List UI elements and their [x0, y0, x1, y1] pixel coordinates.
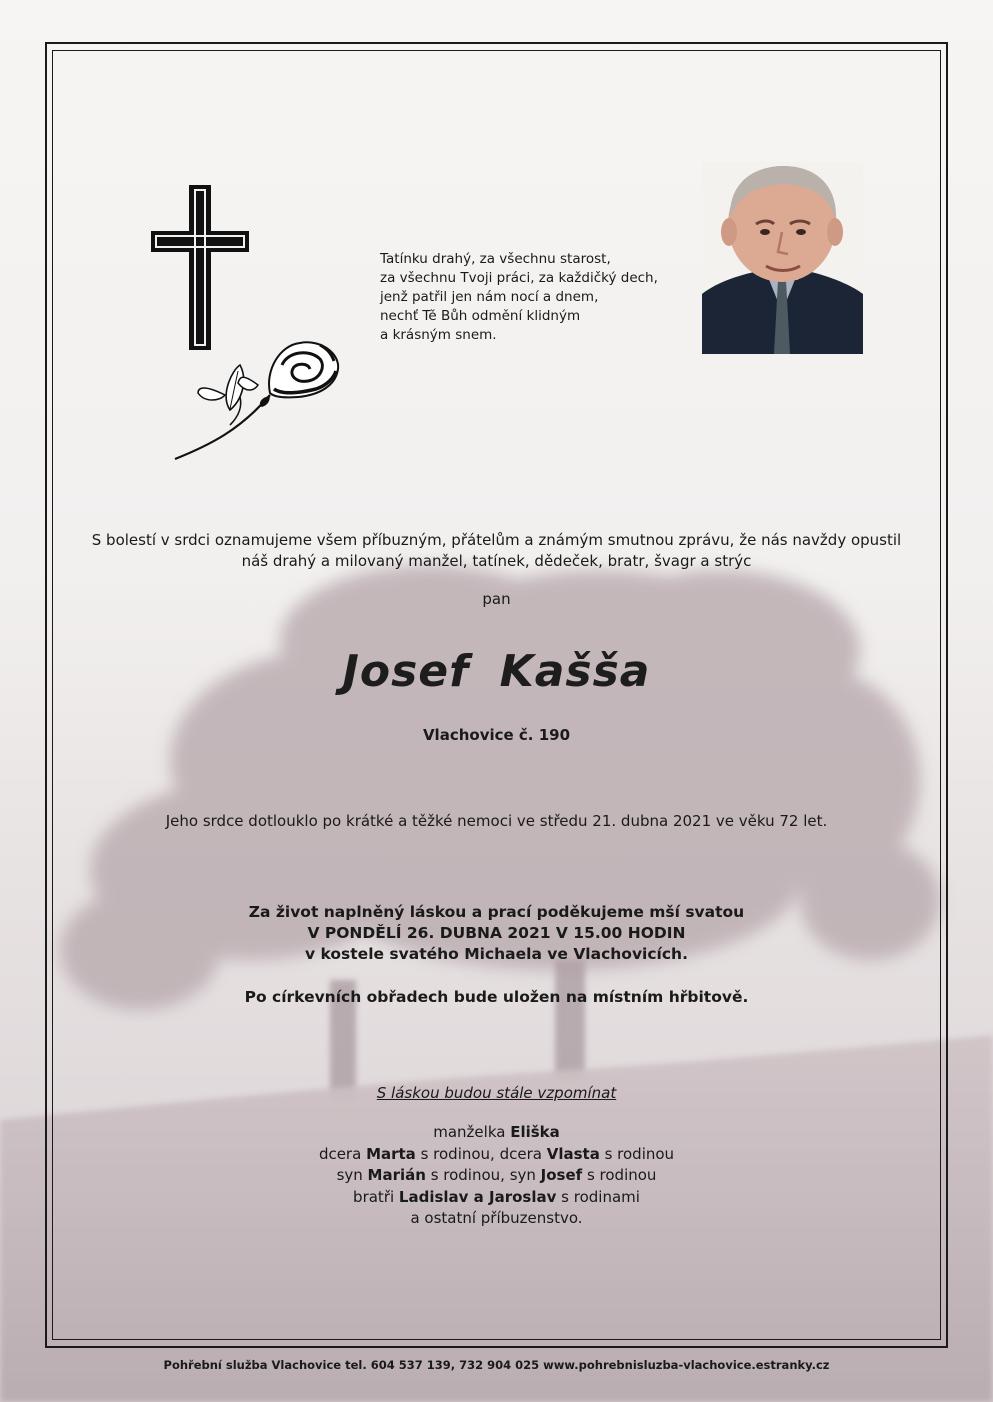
- burial-info: Po církevních obřadech bude uložen na místním hřbitově.: [244, 988, 749, 1006]
- mourner-text: dcera: [318, 1144, 367, 1163]
- mourner-text: s rodinou: [582, 1166, 657, 1184]
- cross-icon: [150, 184, 250, 352]
- ceremony-info: [60, 902, 933, 965]
- poem-line: jenž patřil jen nám nocí a dnem,: [380, 289, 599, 305]
- mourners-list: [60, 1122, 933, 1230]
- mourner-name: Eliška: [510, 1123, 560, 1141]
- address: Vlachovice č. 190: [422, 726, 571, 744]
- portrait-photo: [702, 162, 863, 354]
- mourner-line: [60, 1187, 933, 1209]
- deceased-name: Josef Kašša: [342, 646, 651, 697]
- mourner-text: manželka: [433, 1123, 511, 1141]
- announcement: [60, 530, 933, 572]
- rose-icon: [170, 335, 350, 465]
- mourner-name: Ladislav a Jaroslav: [398, 1187, 557, 1206]
- ceremony-place: v kostele svatého Michaela ve Vlachovicích.: [305, 945, 688, 963]
- mourner-name: Josef: [540, 1166, 583, 1184]
- footer-contact: Pohřební služba Vlachovice tel. 604 537 139, 732 904 025 www.pohrebnisluzba-vlachovice.estranky.cz: [163, 1358, 830, 1372]
- mourner-text: s rodinou, syn: [425, 1166, 541, 1184]
- poem: [380, 250, 680, 345]
- mourner-line: [60, 1144, 933, 1166]
- ceremony-line-1: Za život naplněný láskou a prací poděkujeme mší svatou: [248, 903, 745, 921]
- mourner-line: a ostatní příbuzenstvo.: [410, 1209, 583, 1227]
- mourners-heading: S láskou budou stále vzpomínat: [376, 1084, 617, 1102]
- mourner-text: s rodinami: [556, 1187, 640, 1206]
- mourner-line: [60, 1122, 933, 1144]
- mourner-text: s rodinou: [599, 1144, 675, 1163]
- announcement-line-2: náš drahý a milovaný manžel, tatínek, dědeček, bratr, švagr a strýc: [241, 552, 752, 570]
- poem-line: nechť Tě Bůh odmění klidným: [380, 308, 581, 324]
- mourner-name: Marta: [366, 1144, 416, 1163]
- title-prefix: pan: [482, 590, 511, 608]
- poem-line: za všechnu Tvoji práci, za každičký dech,: [380, 270, 658, 286]
- death-notice: Jeho srdce dotlouklo po krátké a těžké nemoci ve středu 21. dubna 2021 ve věku 72 let.: [165, 812, 828, 830]
- poem-line: a krásným snem.: [380, 327, 497, 343]
- ceremony-date: V PONDĚLÍ 26. DUBNA 2021 V 15.00 HODIN: [307, 924, 686, 942]
- mourner-text: bratři: [353, 1187, 399, 1206]
- mourner-text: s rodinou, dcera: [415, 1144, 547, 1163]
- mourner-line: [60, 1165, 933, 1187]
- mourner-text: syn: [336, 1166, 368, 1184]
- poem-line: Tatínku drahý, za všechnu starost,: [380, 251, 611, 267]
- announcement-line-1: S bolestí v srdci oznamujeme všem příbuzným, přátelům a známým smutnou zprávu, že nás navždy opustil: [91, 531, 902, 549]
- mourner-name: Marián: [367, 1166, 426, 1184]
- mourner-name: Vlasta: [546, 1144, 600, 1163]
